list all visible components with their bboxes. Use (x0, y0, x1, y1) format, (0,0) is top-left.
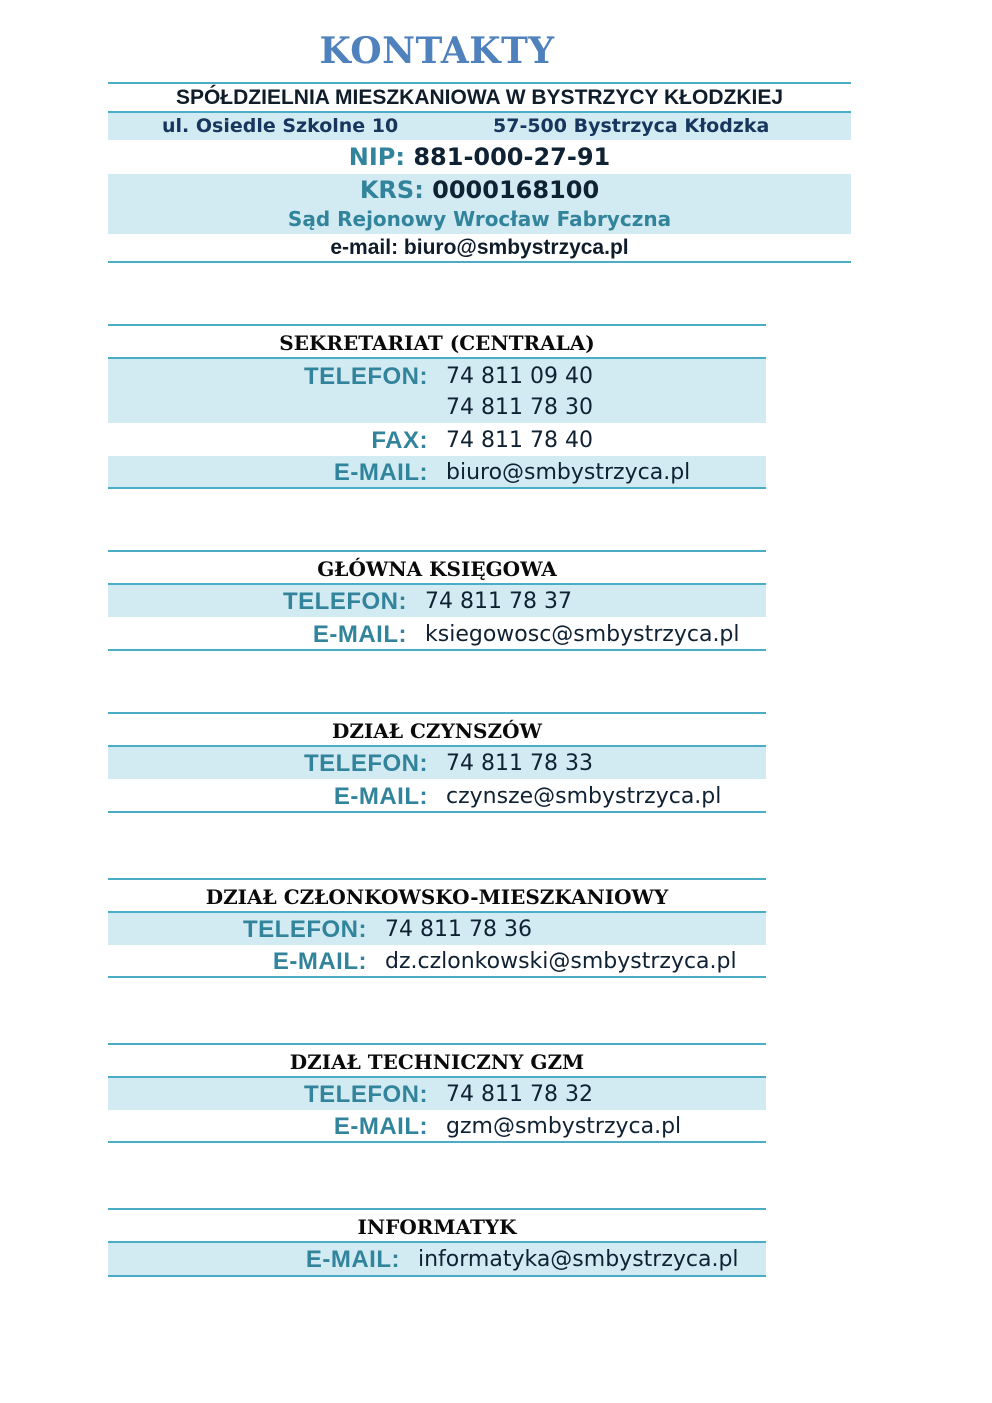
org-name: SPÓŁDZIELNIA MIESZKANIOWA W BYSTRZYCY KŁODZKIEJ (175, 86, 784, 109)
czynsze-email-row (108, 781, 766, 813)
address-street: ul. Osiedle Szkolne 10 (162, 115, 399, 137)
section-title-ksiegowa: GŁÓWNA KSIĘGOWA (317, 557, 557, 581)
divider (108, 1141, 766, 1143)
fax-value: 74 811 78 40 (446, 428, 593, 453)
email-value[interactable]: dz.czlonkowski@smbystrzyca.pl (385, 949, 737, 974)
address-city: 57-500 Bystrzyca Kłodzka (493, 115, 770, 137)
telefon-value[interactable]: 74 811 78 33 (446, 751, 593, 776)
section-title-informatyk: INFORMATYK (357, 1215, 517, 1239)
sekretariat-telefon-row-2 (108, 392, 766, 424)
email-value[interactable]: biuro@smbystrzyca.pl (446, 460, 691, 485)
czynsze-telefon-row (108, 748, 766, 780)
divider (108, 1275, 766, 1277)
telefon-label: TELEFON: (304, 363, 428, 390)
email-value[interactable]: czynsze@smbystrzyca.pl (446, 784, 722, 809)
fax-label: FAX: (371, 427, 428, 454)
section-title-techniczny: DZIAŁ TECHNICZNY GZM (289, 1050, 585, 1074)
divider (108, 487, 766, 489)
techniczny-email-row (108, 1111, 766, 1143)
divider (108, 649, 766, 651)
sekretariat-email-row (108, 457, 766, 489)
telefon-value[interactable]: 74 811 09 40 (446, 364, 593, 389)
section-title-czlonkowski: DZIAŁ CZŁONKOWSKO-MIESZKANIOWY (205, 885, 669, 909)
czlonkowski-telefon-row (108, 914, 766, 946)
divider (108, 811, 766, 813)
czlonkowski-email-row (108, 946, 766, 978)
header-email-value[interactable]: biuro@smbystrzyca.pl (403, 236, 629, 259)
email-value[interactable]: informatyka@smbystrzyca.pl (418, 1247, 739, 1272)
ksiegowa-email-row (108, 619, 766, 651)
krs-value: 0000168100 (432, 176, 600, 204)
header-email-label: e-mail: (330, 236, 399, 259)
sekretariat-telefon-row (108, 361, 766, 393)
address-row (108, 113, 851, 140)
telefon-value[interactable]: 74 811 78 30 (446, 395, 593, 420)
email-label: E-MAIL: (333, 1113, 428, 1140)
court-name: Sąd Rejonowy Wrocław Fabryczna (287, 207, 672, 231)
email-label: E-MAIL: (305, 1246, 400, 1273)
telefon-value[interactable]: 74 811 78 32 (446, 1082, 593, 1107)
krs-row (108, 174, 851, 206)
section-title-sekretariat: SEKRETARIAT (CENTRALA) (279, 331, 595, 355)
email-label: E-MAIL: (272, 948, 367, 975)
telefon-label: TELEFON: (283, 588, 407, 615)
email-label: E-MAIL: (312, 621, 407, 648)
section-title-czynsze: DZIAŁ CZYNSZÓW (332, 719, 542, 743)
header-email-row (108, 234, 851, 262)
email-value[interactable]: gzm@smbystrzyca.pl (446, 1114, 682, 1139)
telefon-label: TELEFON: (304, 1081, 428, 1108)
nip-row (108, 142, 851, 173)
informatyk-email-row (108, 1244, 766, 1276)
telefon-value[interactable]: 74 811 78 36 (385, 917, 532, 942)
email-value[interactable]: ksiegowosc@smbystrzyca.pl (425, 622, 740, 647)
divider (108, 261, 851, 263)
techniczny-telefon-row (108, 1079, 766, 1111)
telefon-label: TELEFON: (304, 750, 428, 777)
divider (108, 976, 766, 978)
krs-label: KRS: (359, 176, 424, 204)
nip-value: 881-000-27-91 (413, 143, 611, 171)
page-title: KONTAKTY (319, 30, 555, 72)
email-label: E-MAIL: (333, 783, 428, 810)
sekretariat-fax-row (108, 425, 766, 457)
telefon-value[interactable]: 74 811 78 37 (425, 589, 572, 614)
email-label: E-MAIL: (333, 459, 428, 486)
ksiegowa-telefon-row (108, 586, 766, 618)
telefon-label: TELEFON: (243, 916, 367, 943)
nip-label: NIP: (348, 143, 405, 171)
